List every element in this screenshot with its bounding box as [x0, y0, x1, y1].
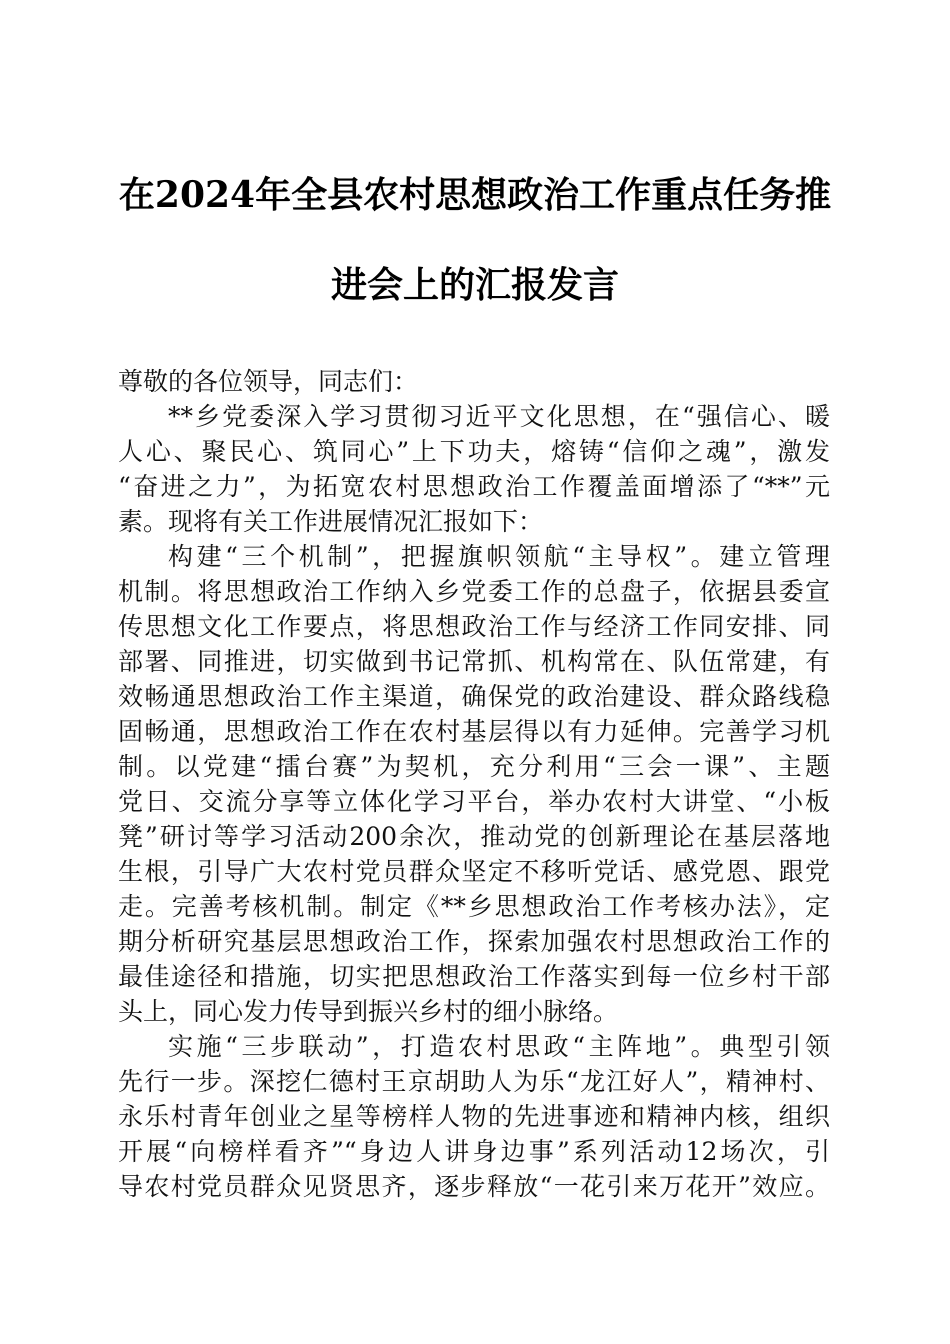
paragraph-line: 凳”研讨等学习活动200余次，推动党的创新理论在基层落地 — [118, 822, 830, 851]
paragraph-three-mechanisms — [118, 539, 830, 1029]
paragraph-line: 实施“三步联动”，打造农村思政“主阵地”。典型引领 — [168, 1032, 830, 1061]
paragraph-line: 先行一步。深挖仁德村王京胡助人为乐“龙江好人”，精神村、 — [118, 1067, 830, 1096]
paragraph-line: 开展“向榜样看齐”“身边人讲身边事”系列活动12场次，引 — [118, 1137, 830, 1166]
document-title — [100, 166, 850, 346]
title-line-1: 在2024年全县农村思想政治工作重点任务推 — [118, 174, 832, 216]
paragraph-line: 头上，同心发力传导到振兴乡村的细小脉络。 — [118, 997, 619, 1026]
paragraph-line: 期分析研究基层思想政治工作，探索加强农村思想政治工作的 — [118, 927, 830, 956]
paragraph-line: 生根，引导广大农村党员群众坚定不移听党话、感党恩、跟党 — [118, 857, 830, 886]
paragraph-line: 效畅通思想政治工作主渠道，确保党的政治建设、群众路线稳 — [118, 682, 830, 711]
paragraph-three-steps — [118, 1029, 830, 1204]
paragraph-line: 构建“三个机制”，把握旗帜领航“主导权”。建立管理 — [168, 542, 830, 571]
paragraph-line: 固畅通，思想政治工作在农村基层得以有力延伸。完善学习机 — [118, 717, 830, 746]
paragraph-intro — [118, 399, 830, 539]
paragraph-line: 党日、交流分享等立体化学习平台，举办农村大讲堂、“小板 — [118, 787, 830, 816]
paragraph-line: 制。以党建“擂台赛”为契机，充分利用“三会一课”、主题 — [118, 752, 830, 781]
salutation: 尊敬的各位领导，同志们： — [118, 367, 419, 396]
paragraph-line: 人心、聚民心、筑同心”上下功夫，熔铸“信仰之魂”，激发 — [118, 437, 830, 466]
paragraph-line: 走。完善考核机制。制定《**乡思想政治工作考核办法》，定 — [118, 892, 830, 921]
paragraph-line: 最佳途径和措施，切实把思想政治工作落实到每一位乡村干部 — [118, 962, 830, 991]
title-line-2: 进会上的汇报发言 — [330, 264, 619, 306]
paragraph-line: 导农村党员群众见贤思齐，逐步释放“一花引来万花开”效应。 — [118, 1172, 830, 1201]
document-body — [118, 364, 830, 1204]
paragraph-line: 机制。将思想政治工作纳入乡党委工作的总盘子，依据县委宣 — [118, 577, 830, 606]
paragraph-line: 素。现将有关工作进展情况汇报如下： — [118, 507, 544, 536]
paragraph-line: 永乐村青年创业之星等榜样人物的先进事迹和精神内核，组织 — [118, 1102, 830, 1131]
paragraph-line: **乡党委深入学习贯彻习近平文化思想，在“强信心、暖 — [168, 402, 830, 431]
paragraph-line: 传思想文化工作要点，将思想政治工作与经济工作同安排、同 — [118, 612, 830, 641]
paragraph-line: 部署、同推进，切实做到书记常抓、机构常在、队伍常建，有 — [118, 647, 830, 676]
paragraph-line: “奋进之力”，为拓宽农村思想政治工作覆盖面增添了“**”元 — [118, 472, 830, 501]
